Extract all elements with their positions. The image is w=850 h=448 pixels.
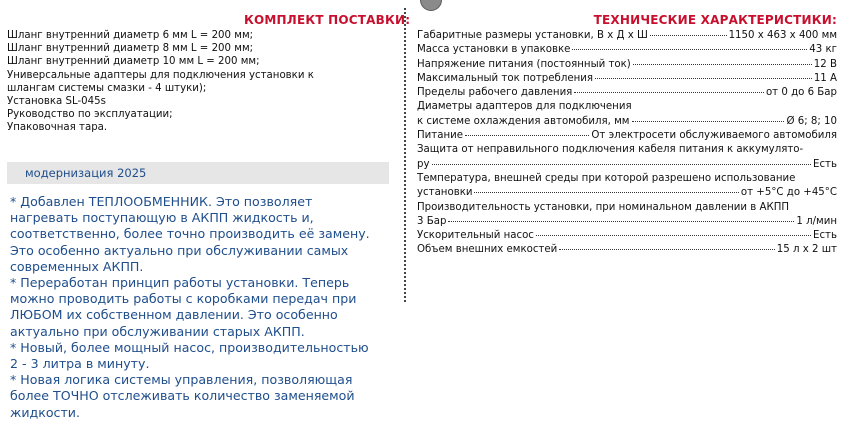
spec-value: 1 л/мин bbox=[796, 215, 837, 227]
spec-row bbox=[417, 243, 837, 257]
change-line: более ТОЧНО отслеживать количество заменяемой bbox=[10, 388, 355, 404]
spec-text-line: Диаметры адаптеров для подключения bbox=[417, 101, 632, 113]
spec-leader-dots bbox=[432, 163, 812, 165]
column-divider bbox=[404, 8, 406, 302]
spec-value: Ø 6; 8; 10 bbox=[786, 115, 837, 127]
spec-row bbox=[417, 58, 837, 72]
spec-leader-dots bbox=[574, 91, 764, 93]
spec-leader-dots bbox=[559, 248, 775, 250]
spec-label: Пределы рабочего давления bbox=[417, 87, 573, 99]
kit-item: Шланг внутренний диаметр 8 мм L = 200 мм; bbox=[7, 43, 254, 55]
spec-label: ру bbox=[417, 158, 430, 170]
change-line: * Новый, более мощный насос, производительностью bbox=[10, 339, 369, 355]
change-line: можно проводить работы с коробками передач при bbox=[10, 291, 357, 307]
spec-value: От электросети обслуживаемого автомобиля bbox=[591, 130, 837, 142]
spec-value: Есть bbox=[813, 158, 837, 170]
spec-row bbox=[417, 72, 837, 86]
spec-row bbox=[417, 186, 837, 200]
spec-value: 15 л х 2 шт bbox=[776, 244, 837, 256]
change-line: ЛЮБОМ их собственном давлении. Это особенно bbox=[10, 307, 338, 323]
change-line: жидкости. bbox=[10, 404, 80, 420]
modernization-changes bbox=[10, 194, 392, 421]
kit-item: Упаковочная тара. bbox=[7, 122, 108, 134]
spec-label: Напряжение питания (постоянный ток) bbox=[417, 58, 631, 70]
change-line: современных АКПП. bbox=[10, 258, 144, 274]
spec-leader-dots bbox=[474, 191, 738, 193]
spec-leader-dots bbox=[595, 77, 812, 79]
spec-leader-dots bbox=[448, 220, 794, 222]
change-line: 2 - 3 литра в минуту. bbox=[10, 356, 150, 372]
spec-row bbox=[417, 229, 837, 243]
spec-row bbox=[417, 215, 837, 229]
spec-leader-dots bbox=[465, 134, 589, 136]
spec-value: 43 кг bbox=[809, 44, 837, 56]
spec-text-line: Защита от неправильного подключения кабеля питания к аккумулято- bbox=[417, 144, 804, 156]
spec-label: Масса установки в упаковке bbox=[417, 44, 571, 56]
change-line: Это особенно актуально при обслуживании самых bbox=[10, 242, 349, 258]
modernization-banner bbox=[7, 162, 389, 184]
kit-item: шлангам системы смазки - 4 штуки); bbox=[7, 82, 207, 94]
spec-leader-dots bbox=[536, 234, 811, 236]
spec-label: Ускорительный насос bbox=[417, 230, 534, 242]
specs-list bbox=[417, 29, 837, 258]
spec-value: 1150 х 463 х 400 мм bbox=[728, 30, 837, 41]
spec-label: 3 Бар bbox=[417, 215, 447, 227]
spec-text-line: Температура, внешней среды при которой разрешено использование bbox=[417, 172, 796, 184]
change-line: * Переработан принцип работы установки. Теперь bbox=[10, 275, 350, 291]
spec-value: 11 А bbox=[813, 72, 837, 84]
change-line: актуально при обслуживании старых АКПП. bbox=[10, 323, 305, 339]
spec-label: Габаритные размеры установки, В х Д х Ш bbox=[417, 30, 648, 41]
brand-logo-icon bbox=[420, 0, 442, 11]
kit-item: Руководство по эксплуатации; bbox=[7, 109, 173, 121]
spec-text-line: Производительность установки, при номинальном давлении в АКПП bbox=[417, 201, 790, 213]
spec-value: 12 В bbox=[813, 58, 837, 70]
modernization-label: модернизация 2025 bbox=[25, 166, 147, 180]
spec-value: от 0 до 6 Бар bbox=[765, 87, 837, 99]
spec-row bbox=[417, 115, 837, 129]
spec-row bbox=[417, 158, 837, 172]
spec-leader-dots bbox=[650, 34, 727, 36]
spec-row bbox=[417, 86, 837, 100]
spec-label: к системе охлаждения автомобиля, мм bbox=[417, 115, 630, 127]
kit-item: Шланг внутренний диаметр 10 мм L = 200 мм; bbox=[7, 56, 260, 68]
spec-label: Объем внешних емкостей bbox=[417, 244, 558, 256]
spec-label: Максимальный ток потребления bbox=[417, 72, 594, 84]
spec-leader-dots bbox=[632, 120, 785, 122]
spec-label: Питание bbox=[417, 130, 464, 142]
change-line: соответственно, более точно производить её замену. bbox=[10, 226, 370, 242]
change-line: * Новая логика системы управления, позволяющая bbox=[10, 372, 353, 388]
spec-row bbox=[417, 43, 837, 57]
change-line: * Добавлен ТЕПЛООБМЕННИК. Это позволяет bbox=[10, 194, 313, 209]
kit-heading: КОМПЛЕКТ ПОСТАВКИ: bbox=[244, 13, 411, 27]
kit-item: Шланг внутренний диаметр 6 мм L = 200 мм; bbox=[7, 30, 254, 41]
spec-leader-dots bbox=[572, 48, 807, 50]
specs-heading: ТЕХНИЧЕСКИЕ ХАРАКТЕРИСТИКИ: bbox=[593, 13, 837, 27]
spec-row bbox=[417, 29, 837, 43]
change-line: нагревать поступающую в АКПП жидкость и, bbox=[10, 210, 314, 226]
spec-row bbox=[417, 129, 837, 143]
spec-leader-dots bbox=[633, 63, 812, 65]
spec-value: от +5°С до +45°С bbox=[740, 187, 837, 199]
spec-label: установки bbox=[417, 187, 473, 199]
spec-value: Есть bbox=[813, 230, 837, 242]
kit-item: Установка SL-045s bbox=[7, 96, 106, 108]
kit-list bbox=[7, 29, 392, 135]
kit-item: Универсальные адаптеры для подключения установки к bbox=[7, 69, 314, 81]
